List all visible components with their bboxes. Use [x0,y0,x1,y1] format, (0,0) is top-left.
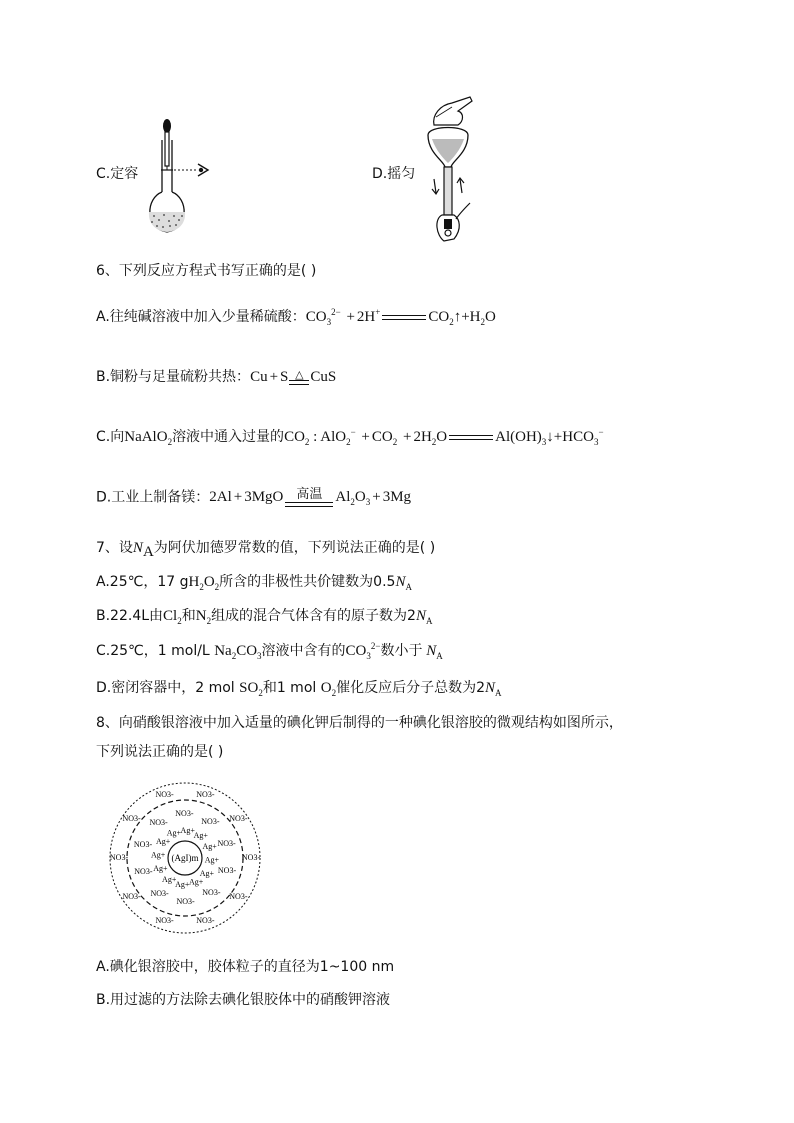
silver-ion-label: Ag+ [166,828,182,838]
nitrate-ion-label: NO3- [109,853,129,862]
question-8-option-b: B.用过滤的方法除去碘化银胶体中的硝酸钾溶液 [96,992,391,1008]
question-8-stem-line-2: 下列说法正确的是( ) [96,744,224,760]
silver-ion-label: Ag+ [162,874,177,884]
nitrate-ion-label: NO3- [229,814,248,824]
silver-ion-label: Ag+ [180,826,195,836]
question-7-option-a: A.25℃，17 $gH_2O_2$所含的非极性共价键数为$0.5N_A$ [96,574,412,592]
question-6-stem: 6、下列反应方程式书写正确的是( ) [96,263,317,279]
nitrate-ion-label: NO3- [155,790,174,800]
option-d-label: D.摇匀 [372,166,416,182]
silver-ion-label: Ag+ [150,850,166,860]
nitrate-ion-label: NO3- [176,897,195,906]
nitrate-ion-label: NO3- [175,809,194,818]
nitrate-ion-label: NO3- [149,817,168,827]
question-6-option-d: D.工业上制备镁：2Al + 3MgO 高温 $Al_2O_3 + 3Mg$ [96,487,412,508]
question-6-option-a: A.往纯碱溶液中加入少量稀硫酸：$CO_3^{2-} + 2H^+$ $CO_2↑+H_2O$ [96,307,496,327]
silver-ion-label: Ag+ [188,877,204,887]
silver-ion-label: Ag+ [153,864,168,874]
question-7-option-c: C.25℃，1 mol/L $Na_2CO_3$溶液中含有的$CO_3^{2-}$数小于 $N_A$ [96,641,443,661]
question-8-option-a: A.碘化银溶胶中，胶体粒子的直径为1~100 nm [96,959,395,975]
core-label: (AgI)m [171,853,199,863]
nitrate-ion-label: NO3- [134,867,153,877]
option-c-label: C.定容 [96,166,139,182]
nitrate-ion-label: NO3- [217,838,236,848]
question-7-option-b: B.22.4L由$Cl_2$和$N_2$组成的混合气体含有的原子数为$2N_A$ [96,608,433,626]
nitrate-ion-label: NO3- [155,915,174,925]
nitrate-ion-label: NO3- [202,888,221,898]
nitrate-ion-label: NO3- [217,866,237,875]
nitrate-ion-label: NO3- [196,915,215,925]
question-8-stem-line-1: 8、向硝酸银溶液中加入适量的碘化钾后制得的一种碘化银溶胶的微观结构如图所示， [96,715,623,731]
volumetric-flask-figure [140,112,215,242]
silver-ion-label: Ag+ [202,841,217,851]
question-6-option-b: B.铜粉与足量硫粉共热：Cu + S △ CuS [96,368,337,385]
silver-ion-label: Ag+ [193,831,208,841]
nitrate-ion-label: NO3- [229,891,248,901]
nitrate-ion-label: NO3- [122,891,141,901]
silver-ion-label: Ag+ [199,868,215,878]
reaction-condition: 高温 [296,487,323,502]
question-6-option-c: C.向NaAlO$_2$溶液中通入过量的$CO_2$ : $AlO_2^- + CO_2 + 2H_2O$ $Al(OH)_3↓+HCO_3^-$ [96,427,604,447]
colloid-structure-figure [100,780,270,940]
nitrate-ion-label: NO3- [150,889,169,898]
nitrate-ion-label: NO3- [122,814,141,824]
silver-ion-label: Ag+ [204,855,220,865]
shaking-flask-figure [418,95,478,245]
silver-ion-label: Ag+ [175,879,190,889]
silver-ion-label: Ag+ [155,837,171,847]
question-7-stem: 7、设$N_A$为阿伏加德罗常数的值，下列说法正确的是( ) [96,540,436,560]
nitrate-ion-label: NO3- [201,817,220,826]
nitrate-ion-label: NO3- [133,840,153,849]
nitrate-ion-label: NO3- [196,790,215,800]
nitrate-ion-label: NO3- [241,853,261,862]
question-7-option-d: D.密闭容器中，2 mol $SO_2$和1 mol $O_2$催化反应后分子总数为$2N_A$ [96,680,502,698]
